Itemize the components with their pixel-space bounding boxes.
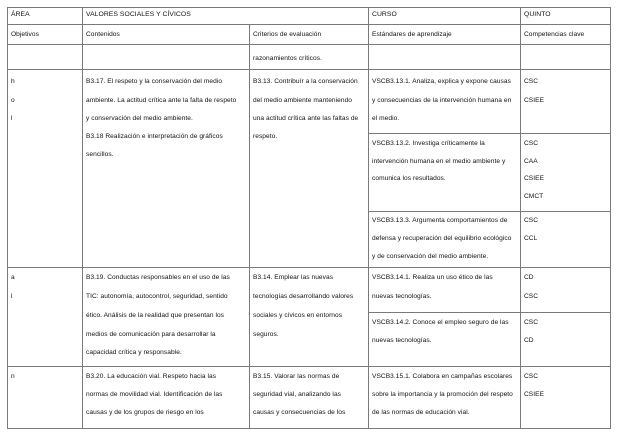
estandar-line: VSCB3.13.1. Analiza, explica y expone causas xyxy=(372,78,511,85)
estandar-line: nuevas tecnologías. xyxy=(372,293,432,300)
estandar-line: VSCB3.15.1. Colabora en campañas escolares xyxy=(372,373,513,380)
competencia-code: CSC xyxy=(524,319,539,326)
course-label: CURSO xyxy=(372,11,397,18)
estandar-line: VSCB3.14.2. Conoce el empleo seguro de las xyxy=(372,319,509,326)
objetivo-letter: o xyxy=(11,97,15,104)
contenidos-line: ambiente. La actitud crítica ante la falta de respeto xyxy=(86,97,237,104)
competencia-code: CD xyxy=(524,274,534,281)
table-border-right xyxy=(610,7,611,429)
estandar-line: VSCB3.13.3. Argumenta comportamientos de xyxy=(372,217,508,224)
sub-row-divider xyxy=(368,133,611,134)
competencia-code: CSIEE xyxy=(524,391,545,398)
column-divider xyxy=(520,7,521,429)
objetivo-letter: n xyxy=(11,373,15,380)
competencia-code: CCL xyxy=(524,235,538,242)
contenidos-line: B3.17. El respeto y la conservación del medio xyxy=(86,78,223,85)
criterios-line: B3.13. Contribuír a la conservación xyxy=(253,78,358,85)
criterios-line: una actitud crítica ante las faltas de xyxy=(253,115,359,122)
competencia-code: CAA xyxy=(524,158,538,165)
contenidos-line: ético. Análisis de la realidad que presentan los xyxy=(86,312,225,319)
estandar-line: de las normas de educación vial. xyxy=(372,409,470,416)
sub-row-divider xyxy=(368,211,611,212)
competencia-code: CD xyxy=(524,337,534,344)
estandar-line: comunica los resultados. xyxy=(372,175,446,182)
estandar-line: y consecuencias de la intervención humana en xyxy=(372,97,512,104)
contenidos-line: medios de comunicación para desarrollar la xyxy=(86,331,216,338)
contenidos-line: normas de movilidad vial. Identificación de las xyxy=(86,391,223,398)
estandar-line: VSCB3.14.1. Realiza un uso ético de las xyxy=(372,274,493,281)
contenidos-line: y conservación del medio ambiente. xyxy=(86,115,193,122)
estandar-line: sobre la importancia y la promoción del respeto xyxy=(372,391,513,398)
contenidos-line: causas y de los grupos de riesgo en los xyxy=(86,409,204,416)
competencia-code: CSIEE xyxy=(524,175,545,182)
column-header-competencias: Competencias clave xyxy=(524,31,585,38)
objetivo-letter: l xyxy=(11,115,13,122)
area-label: ÁREA xyxy=(11,11,30,18)
competencia-code: CSIEE xyxy=(524,97,545,104)
competencia-code: CSC xyxy=(524,373,539,380)
estandar-line: y de conservación del medio ambiente. xyxy=(372,253,489,260)
column-header-objetivos: Objetivos xyxy=(11,31,39,38)
course-value: QUINTO xyxy=(524,11,551,18)
competencia-code: CMCT xyxy=(524,193,544,200)
objetivo-letter: l xyxy=(11,293,13,300)
criterios-line: causas y consecuencias de los xyxy=(253,409,346,416)
subject-title: VALORES SOCIALES Y CÍVICOS xyxy=(86,11,191,18)
criterios-line: B3.14. Emplear las nuevas xyxy=(253,274,334,281)
column-header-criterios: Criterios de evaluación xyxy=(253,31,322,38)
objetivo-letter: h xyxy=(11,78,15,85)
contenidos-line: B3.19. Conductas responsables en el uso de las xyxy=(86,274,230,281)
contenidos-line: TIC: autonomía, autocontrol, seguridad, sentido xyxy=(86,293,228,300)
contenidos-line: B3.18 Realización e interpretación de gráficos xyxy=(86,133,223,140)
column-divider xyxy=(82,7,83,429)
estandar-line: intervención humana en el medio ambiente y xyxy=(372,158,506,165)
criterios-line: B3.15. Valorar las normas de xyxy=(253,373,340,380)
competencia-code: CSC xyxy=(524,78,539,85)
estandar-line: VSCB3.13.2. Investiga críticamente la xyxy=(372,140,485,147)
criterios-line: seguridad vial, analizando las xyxy=(253,391,342,398)
estandar-line: defensa y recuperación del equilibrio ecológico xyxy=(372,235,512,242)
criterios-line: sociales y cívicos en entornos xyxy=(253,312,343,319)
contenidos-line: sencillos. xyxy=(86,151,114,158)
estandar-line: el medio. xyxy=(372,115,400,122)
contenidos-line: B3.20. La educación vial. Respeto hacia las xyxy=(86,373,217,380)
column-divider xyxy=(249,24,250,429)
column-divider xyxy=(368,7,369,429)
column-header-estandares: Estándares de aprendizaje xyxy=(372,31,452,38)
table-border-left xyxy=(7,7,8,429)
criterios-line: respeto. xyxy=(253,133,278,140)
criterios-line: del medio ambiente manteniendo xyxy=(253,97,353,104)
contenidos-line: capacidad crítica y responsable. xyxy=(86,349,182,356)
competencia-code: CSC xyxy=(524,293,539,300)
objetivo-letter: a xyxy=(11,274,15,281)
criterios-line: tecnologías desarrollando valores xyxy=(253,293,354,300)
criterios-line: seguros. xyxy=(253,331,279,338)
carry-over-text: razonamientos críticos. xyxy=(253,55,322,62)
estandar-line: nuevas tecnologías. xyxy=(372,337,432,344)
sub-row-divider xyxy=(368,312,611,313)
competencia-code: CSC xyxy=(524,140,539,147)
column-header-contenidos: Contenidos xyxy=(86,31,120,38)
competencia-code: CSC xyxy=(524,217,539,224)
